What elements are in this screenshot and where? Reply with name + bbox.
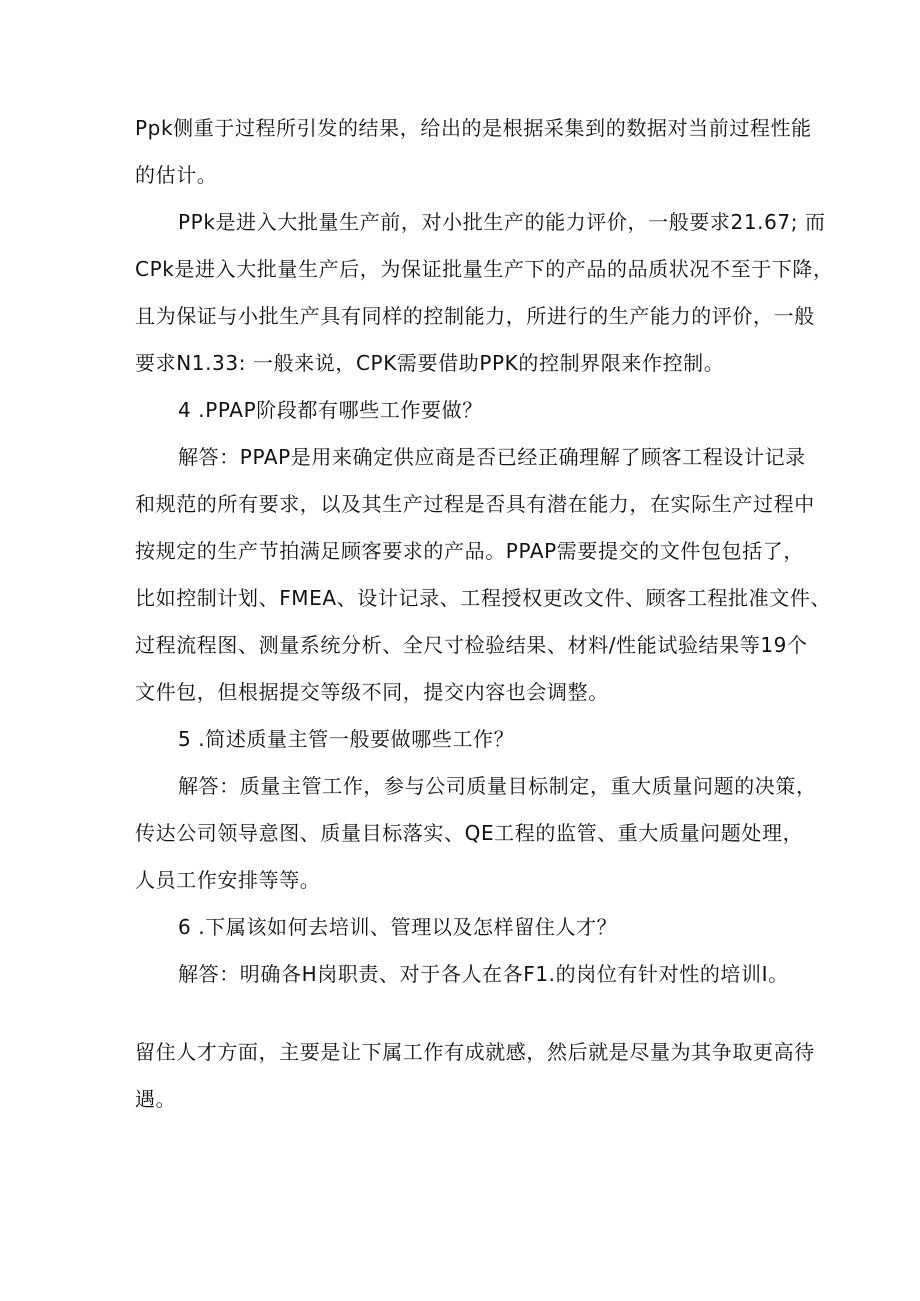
- text-line: 传达公司领导意图、质量目标落实、QE工程的监管、重大质量问题处理，: [135, 821, 804, 845]
- text-line: 解答：明确各H岗职责、对于各人在各F1.的岗位有针对性的培训I。: [178, 962, 789, 986]
- text-line: 按规定的生产节拍满足顾客要求的产品。PPAP需要提交的文件包包括了，: [135, 539, 804, 563]
- document-body: [135, 113, 834, 1114]
- text-line: 比如控制计划、FMEA、设计记录、工程授权更改文件、顾客工程批准文件、: [135, 586, 832, 610]
- text-line: 要求N1.33: 一般来说，CPK需要借助PPK的控制界限来作控制。: [135, 351, 725, 375]
- text-line: 且为保证与小批生产具有同样的控制能力，所进行的生产能力的评价，一般: [135, 304, 815, 328]
- text-line: 人员工作安排等等。: [135, 868, 321, 892]
- question-5: [135, 724, 795, 754]
- text-line: CPk是进入大批量生产后，为保证批量生产下的产品的品质状况不至于下降，: [135, 257, 834, 281]
- text-line: 文件包，但根据提交等级不同，提交内容也会调整。: [135, 680, 609, 704]
- question-6: [135, 912, 795, 942]
- paragraph-ppk-cpk: [135, 207, 834, 378]
- text-line: 和规范的所有要求，以及其生产过程是否具有潜在能力，在实际生产过程中: [135, 492, 815, 516]
- text-line: 解答：PPAP是用来确定供应商是否已经正确理解了顾客工程设计记录: [178, 445, 806, 469]
- question-heading: 4 .PPAP阶段都有哪些工作要做？: [178, 398, 483, 422]
- text-line: 过程流程图、测量系统分析、全尺寸检验结果、材料/性能试验结果等19个: [135, 633, 808, 657]
- answer-6: [135, 959, 795, 989]
- paragraph-retention: [135, 1037, 815, 1114]
- question-heading: 5 .简述质量主管一般要做哪些工作？: [178, 727, 515, 751]
- paragraph-ppk: [135, 113, 812, 190]
- text-line: 遇。: [135, 1087, 177, 1111]
- answer-4: [135, 442, 832, 707]
- question-4: [135, 395, 795, 425]
- text-line: PPk是进入大批量生产前，对小批生产的能力评价，一般要求21.67; 而: [178, 210, 826, 234]
- text-line: Ppk侧重于过程所引发的结果，给出的是根据采集到的数据对当前过程性能: [135, 116, 812, 140]
- question-heading: 6 .下属该如何去培训、管理以及怎样留住人才？: [178, 915, 618, 939]
- answer-5: [135, 771, 817, 895]
- text-line: 留住人才方面，主要是让下属工作有成就感，然后就是尽量为其争取更高待: [135, 1040, 815, 1064]
- text-line: 的估计。: [135, 163, 218, 187]
- text-line: 解答：质量主管工作，参与公司质量目标制定，重大质量问题的决策，: [178, 774, 817, 798]
